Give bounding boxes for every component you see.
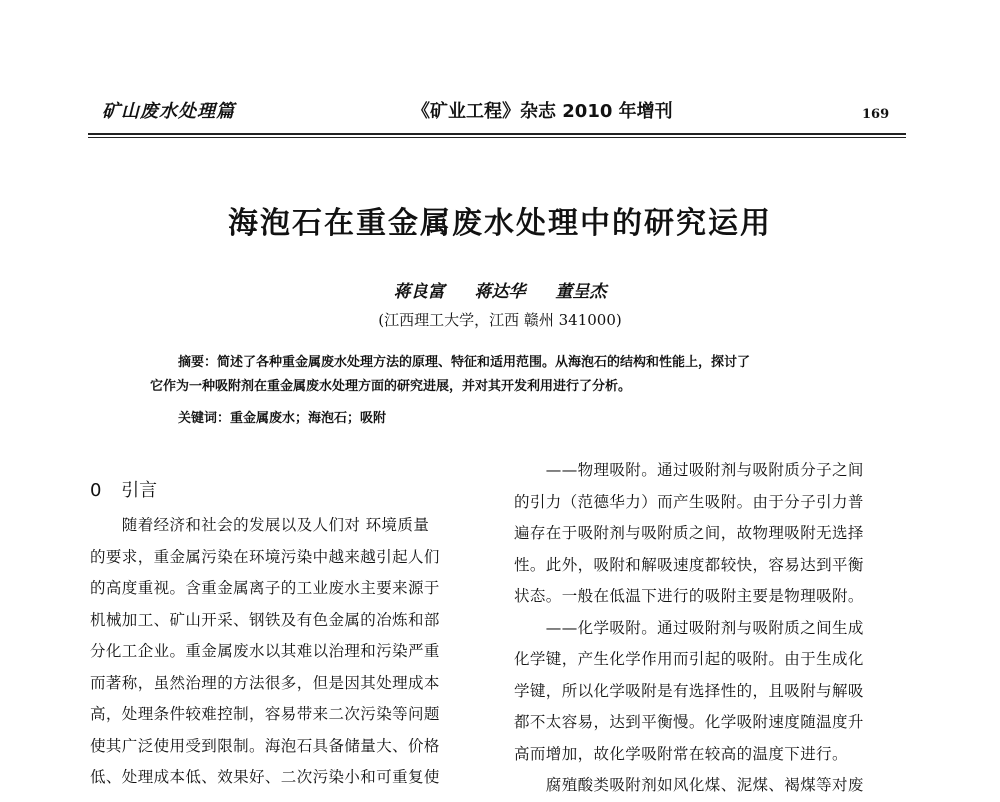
text-line: 遍存在于吸附剂与吸附质之间，故物理吸附无选择 <box>514 524 864 542</box>
abstract-line: 它作为一种吸附剂在重金属废水处理方面的研究进展，并对其开发利用进行了分析。 <box>150 379 632 394</box>
text-line: 化学键，产生化学作用而引起的吸附。由于生成化 <box>514 650 864 668</box>
right-column-text <box>514 455 914 802</box>
text-line: 而著称，虽然治理的方法很多，但是因其处理成本 <box>90 673 440 692</box>
text-line: 高，处理条件较难控制，容易带来二次污染等问题 <box>90 705 440 723</box>
text-line: 随着经济和社会的发展以及人们对 环境质量 <box>90 516 430 534</box>
text-line: 腐殖酸类吸附剂如风化煤、泥煤、褐煤等对废 <box>514 776 864 794</box>
left-column-text <box>90 510 480 794</box>
abstract-line: 摘要：简述了各种重金属废水处理方法的原理、特征和适用范围。从海泡石的结构和性能上，探讨了 <box>178 355 751 370</box>
author-name: 蒋良富 <box>393 282 445 302</box>
text-line: 高而增加，故化学吸附常在较高的温度下进行。 <box>514 744 848 763</box>
author-list <box>0 277 1000 302</box>
section-heading <box>90 476 157 502</box>
section-number: 0 <box>90 480 102 501</box>
page-number: 169 <box>862 107 890 122</box>
text-line: 状态。一般在低温下进行的吸附主要是物理吸附。 <box>514 587 864 605</box>
text-line: 分化工企业。重金属废水以其难以治理和污染严重 <box>90 642 440 660</box>
text-line: 机械加工、矿山开采、钢铁及有色金属的冶炼和部 <box>90 610 440 629</box>
paper-title: 海泡石在重金属废水处理中的研究运用 <box>228 206 772 241</box>
text-line: 都不太容易，达到平衡慢。化学吸附速度随温度升 <box>514 713 864 731</box>
header-rule <box>88 133 906 135</box>
text-line: 性。此外，吸附和解吸速度都较快，容易达到平衡 <box>514 555 864 574</box>
text-line: ——化学吸附。通过吸附剂与吸附质之间生成 <box>514 618 864 637</box>
section-title: 引言 <box>121 480 158 501</box>
text-line: 的要求，重金属污染在环境污染中越来越引起人们 <box>90 547 440 566</box>
text-line: 的高度重视。含重金属离子的工业废水主要来源于 <box>90 579 440 597</box>
text-line: ——物理吸附。通过吸附剂与吸附质分子之间 <box>514 461 864 479</box>
text-line: 学键，所以化学吸附是有选择性的，且吸附与解吸 <box>514 681 864 700</box>
abstract <box>150 351 870 399</box>
journal-name: 《矿业工程》杂志 2010 年增刊 <box>412 101 673 122</box>
author-affiliation: (江西理工大学，江西 赣州 341000) <box>378 311 622 329</box>
text-line: 的引力（范德华力）而产生吸附。由于分子引力普 <box>514 492 864 511</box>
author-name: 董呈杰 <box>555 282 607 302</box>
journal-section-label: 矿山废水处理篇 <box>102 101 235 122</box>
text-line: 低、处理成本低、效果好、二次污染小和可重复使 <box>90 768 440 786</box>
header-rule-thin <box>88 137 906 138</box>
text-line: 使其广泛使用受到限制。海泡石具备储量大、价格 <box>90 736 440 755</box>
keywords: 关键词：重金属废水；海泡石；吸附 <box>178 411 387 426</box>
author-name: 蒋达华 <box>474 282 526 302</box>
